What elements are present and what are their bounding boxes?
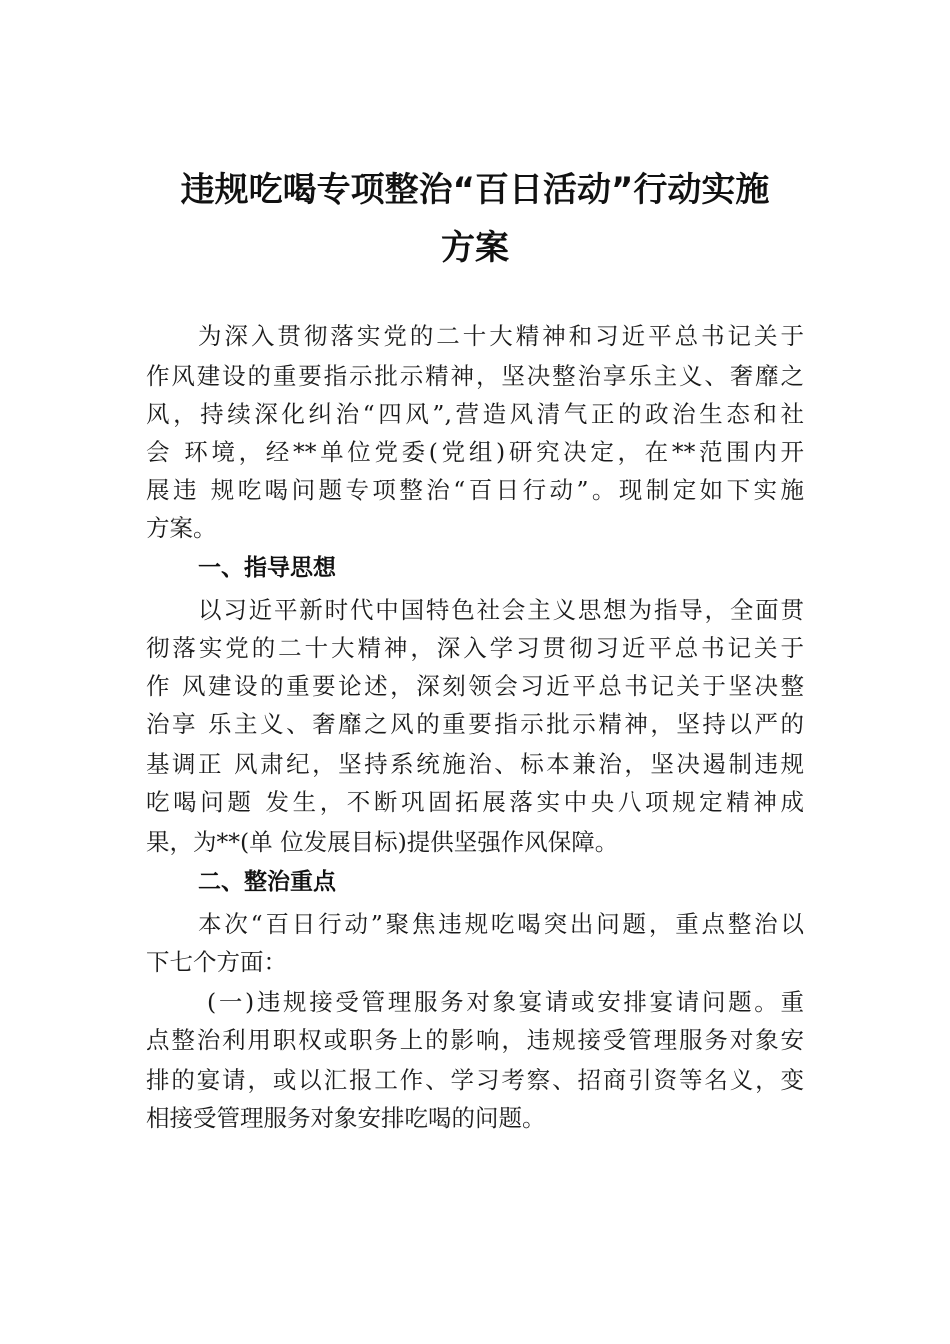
- section-heading-guiding-ideology: 一、指导思想: [198, 555, 336, 581]
- intro-line-6: 方案。: [146, 514, 217, 542]
- section1-line-3: 作 风建设的重要论述，深刻领会习近平总书记关于坚决整: [146, 672, 804, 700]
- section2-line-2: 下七个方面：: [146, 948, 287, 976]
- section2-line-1: 本次“百日行动”聚焦违规吃喝突出问题，重点整治以: [198, 910, 804, 938]
- document-title-line-2: 方案: [441, 228, 509, 268]
- section1-line-4: 治享 乐主义、奢靡之风的重要指示批示精神，坚持以严的: [146, 710, 804, 738]
- document-title-line-1: 违规吃喝专项整治“百日活动”行动实施: [180, 170, 770, 210]
- section1-line-5: 基调正 风肃纪，坚持系统施治、标本兼治，坚决遏制违规: [146, 750, 804, 778]
- section1-line-1: 以习近平新时代中国特色社会主义思想为指导，全面贯: [198, 596, 804, 624]
- section2-item1-line-4: 相接受管理服务对象安排吃喝的问题。: [146, 1104, 546, 1132]
- section2-item1-line-3: 排的宴请，或以汇报工作、学习考察、招商引资等名义，变: [146, 1066, 804, 1094]
- section2-item1-line-2: 点整治利用职权或职务上的影响，违规接受管理服务对象安: [146, 1026, 804, 1054]
- intro-line-3: 风，持续深化纠治“四风”,营造风清气正的政治生态和社: [146, 400, 804, 428]
- section-heading-rectification-focus: 二、整治重点: [198, 869, 336, 895]
- intro-line-1: 为深入贯彻落实党的二十大精神和习近平总书记关于: [198, 322, 804, 350]
- section2-item1-line-1: (一)违规接受管理服务对象宴请或安排宴请问题。重: [207, 988, 804, 1016]
- intro-line-4: 会 环境，经**单位党委(党组)研究决定，在**范围内开: [146, 438, 804, 466]
- section1-line-6: 吃喝问题 发生，不断巩固拓展落实中央八项规定精神成: [146, 788, 804, 816]
- section1-line-2: 彻落实党的二十大精神，深入学习贯彻习近平总书记关于: [146, 634, 804, 662]
- section1-line-7: 果，为**(单 位发展目标)提供坚强作风保障。: [146, 828, 619, 856]
- intro-line-5: 展违 规吃喝问题专项整治“百日行动”。现制定如下实施: [146, 476, 804, 504]
- intro-line-2: 作风建设的重要指示批示精神，坚决整治享乐主义、奢靡之: [146, 362, 804, 390]
